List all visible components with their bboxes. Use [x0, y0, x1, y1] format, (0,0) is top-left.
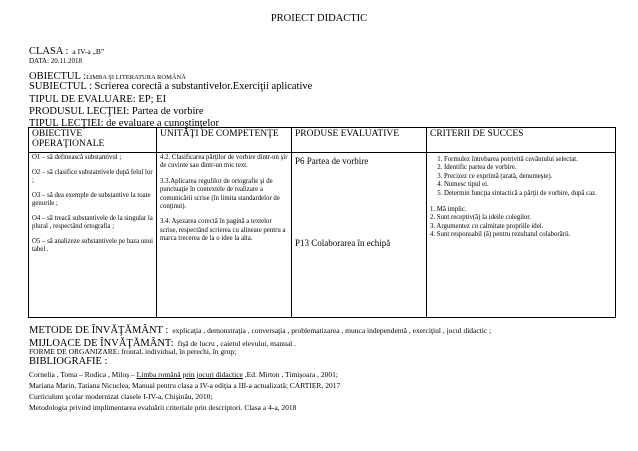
forme-line: FORME DE ORGANIZARE: frontal, individual, în perechi, în grup;	[29, 347, 237, 356]
col-header-competences: UNITĂŢI DE COMPETENŢE	[157, 128, 292, 153]
self-criteria-item: 4. Sunt responsabil (ă) pentru rezultatul colaborării.	[430, 231, 571, 239]
objectives-cell	[29, 153, 157, 318]
data-line: DATA: 20.11.2018	[29, 57, 83, 65]
criteria-item: 1. Formulez întrebarea potrivită cuvântului selectat.	[444, 156, 612, 164]
criteria-item: 3. Precizez ce exprimă (arată, denumeşte).	[444, 173, 612, 181]
criteria-cell	[427, 153, 616, 318]
objective-item: O5 – să analizeze substantivele pe baza unui tabel .	[32, 238, 153, 254]
col-header-criteria: CRITERII DE SUCCES	[427, 128, 616, 153]
products-cell	[292, 153, 427, 318]
criteria-item: 2. Identific partea de vorbire.	[444, 164, 612, 172]
objective-item: O1 – să definească substantivul ;	[32, 154, 122, 161]
product-item: P13 Colaborarea în echipă	[295, 238, 391, 248]
mijloace-line: MIJLOACE DE ÎNVĂŢĂMÂNT: fişă de lucru , caietul elevului, manual .	[29, 338, 297, 349]
self-criteria-item: 3. Argumentez cu calmitate propriile idei.	[430, 222, 544, 230]
table-header-row	[29, 128, 616, 153]
objective-item: O4 – să treacă substantivele de la singular la plural , respectând ortografia ;	[32, 214, 153, 231]
col-header-objectives: OBIECTIVE OPERAŢIONALE	[29, 128, 157, 153]
self-criteria-item: 2. Sunt receptiv(ă) la ideile colegilor.	[430, 214, 531, 222]
document-title: PROIECT DIDACTIC	[270, 13, 368, 24]
bibliography-item: Metodologia privind implimentarea evaluării criteriale prin descriptori. Clasa a 4-a, 2018	[29, 403, 297, 412]
product-item: P6 Partea de vorbire	[295, 156, 369, 166]
criteria-item: 4. Numesc tipul ei.	[444, 181, 612, 189]
subiectul-line: SUBIECTUL : Scrierea corectă a substantivelor.Exerciţii aplicative	[29, 81, 313, 92]
tipul-lectiei-line: TIPUL LECŢIEI: de evaluare a cunoştinţelor	[29, 118, 219, 129]
book-title: Limba română prin jocuri didactice	[136, 370, 243, 379]
col-header-products: PRODUSE EVALUATIVE	[292, 128, 427, 153]
competences-cell	[157, 153, 292, 318]
criteria-list	[430, 156, 612, 198]
self-criteria-list	[430, 206, 612, 240]
objective-item: O2 – să clasifice substantivele după felul lor ;	[32, 168, 153, 185]
evaluation-table	[28, 127, 616, 318]
bibliography-item: Mariana Marin, Tatiana Nicuclea, Manual pentru clasa a IV-a ediţia a III-a actualizată; CARTIER, 2017	[29, 381, 341, 390]
obiectul-line: OBIECTUL :LIMBA ŞI LITERATURA ROMÂNĂ	[29, 71, 186, 82]
produsul-line: PRODUSUL LECŢIEI: Partea de vorbire	[29, 106, 204, 117]
bibliografie-heading: BIBLIOGRAFIE :	[29, 356, 108, 367]
tipul-evaluare-line: TIPUL DE EVALUARE: EP; EI	[29, 94, 167, 105]
self-criteria-item: 1. Mă implic.	[430, 206, 467, 214]
table-row	[29, 153, 616, 318]
competence-item: 3.3.Aplicarea regulilor de ortografie şi de punctuaţie în contextele de realizare a comunicării scrise (în limita standardelor de conţinut).	[160, 177, 280, 211]
clasa-line: CLASA : a IV-a „B”	[29, 46, 105, 57]
competence-item: 3.4. Aşezarea corectă în pagină a textelor scrise, respectând scrierea cu alineate pentru a marca trecerea de la o idee la alta.	[160, 218, 286, 243]
bibliography-item: Curriculum şcolar modernizat clasele I-IV-a, Chişinău, 2010;	[29, 392, 213, 401]
metode-line: METODE DE ÎNVĂŢĂMÂNT : explicaţia , demonstraţia , conversaţia , problematizarea , munca independentă , exerciţiul , jocul didactic ;	[29, 325, 492, 336]
criteria-item: 5. Determin funcţia sintactică a părţii de vorbire, după caz.	[444, 190, 612, 198]
bibliography-item: Cornelia , Toma – Rodica , Miloş – Limba română prin jocuri didactice ,Ed. Mirton , Timişoara , 2001;	[29, 370, 338, 379]
objective-item: O3 – să dea exemple de substantive la toate genurile ;	[32, 191, 151, 208]
competence-item: 4.2. Clasificarea părţilor de vorbire dintr-un şir de cuvinte sau dintr-un mic text.	[160, 154, 288, 170]
